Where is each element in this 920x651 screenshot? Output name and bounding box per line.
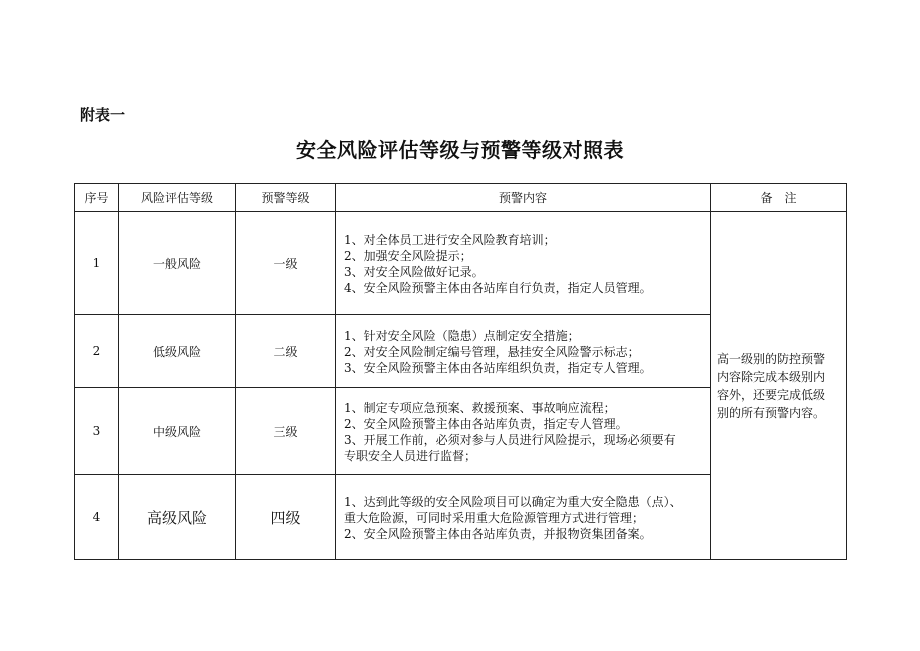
header-warning-level: 预警等级	[236, 184, 336, 212]
content-line: 专职安全人员进行监督；	[344, 449, 477, 464]
content-line: 3、开展工作前，必须对参与人员进行风险提示，现场必须要有	[344, 433, 676, 447]
header-no: 序号	[75, 184, 119, 212]
content-line: 2、安全风险预警主体由各站库负责，并报物资集团备案。	[344, 527, 652, 542]
warning-content	[336, 212, 711, 315]
content-line: 重大危险源，可同时采用重大危险源管理方式进行管理；	[344, 510, 645, 525]
risk-level: 高级风险	[119, 475, 236, 560]
row-no: 2	[75, 315, 119, 388]
table-row	[75, 212, 847, 315]
warning-content	[336, 388, 711, 475]
warning-level: 四级	[236, 475, 336, 560]
content-line: 1、针对安全风险（隐患）点制定安全措施；	[344, 328, 580, 343]
content-line: 1、达到此等级的安全风险项目可以确定为重大安全隐患（点）、	[344, 494, 682, 509]
note-line: 别的所有预警内容。	[717, 405, 826, 420]
header-risk-level: 风险评估等级	[119, 184, 236, 212]
table-header-row	[75, 184, 847, 212]
row-no: 1	[75, 212, 119, 315]
header-note: 备 注	[711, 184, 847, 212]
content-line: 1、对全体员工进行安全风险教育培训；	[344, 232, 556, 247]
warning-level: 二级	[236, 315, 336, 388]
header-warning-content: 预警内容	[336, 184, 711, 212]
content-line: 2、加强安全风险提示；	[344, 248, 472, 263]
risk-level: 一般风险	[119, 212, 236, 315]
content-line: 2、对安全风险制定编号管理，悬挂安全风险警示标志；	[344, 344, 640, 359]
content-line: 1、制定专项应急预案、救援预案、事故响应流程；	[344, 400, 616, 415]
row-no: 3	[75, 388, 119, 475]
content-line: 4、安全风险预警主体由各站库自行负责，指定人员管理。	[344, 281, 652, 296]
note-line: 高一级别的防控预警	[717, 351, 826, 366]
row-no: 4	[75, 475, 119, 560]
content-line: 2、安全风险预警主体由各站库负责，指定专人管理。	[344, 416, 628, 431]
warning-level: 一级	[236, 212, 336, 315]
risk-level: 低级风险	[119, 315, 236, 388]
appendix-label: 附表一	[80, 106, 126, 124]
risk-warning-table	[74, 183, 847, 560]
note-cell	[711, 212, 847, 560]
note-line: 内容除完成本级别内	[717, 369, 826, 384]
content-line: 3、安全风险预警主体由各站库组织负责，指定专人管理。	[344, 361, 652, 376]
page-title: 安全风险评估等级与预警等级对照表	[296, 138, 624, 162]
warning-content	[336, 475, 711, 560]
warning-level: 三级	[236, 388, 336, 475]
note-line: 容外，还要完成低级	[717, 387, 826, 402]
warning-content	[336, 315, 711, 388]
content-line: 3、对安全风险做好记录。	[344, 265, 484, 279]
risk-level: 中级风险	[119, 388, 236, 475]
